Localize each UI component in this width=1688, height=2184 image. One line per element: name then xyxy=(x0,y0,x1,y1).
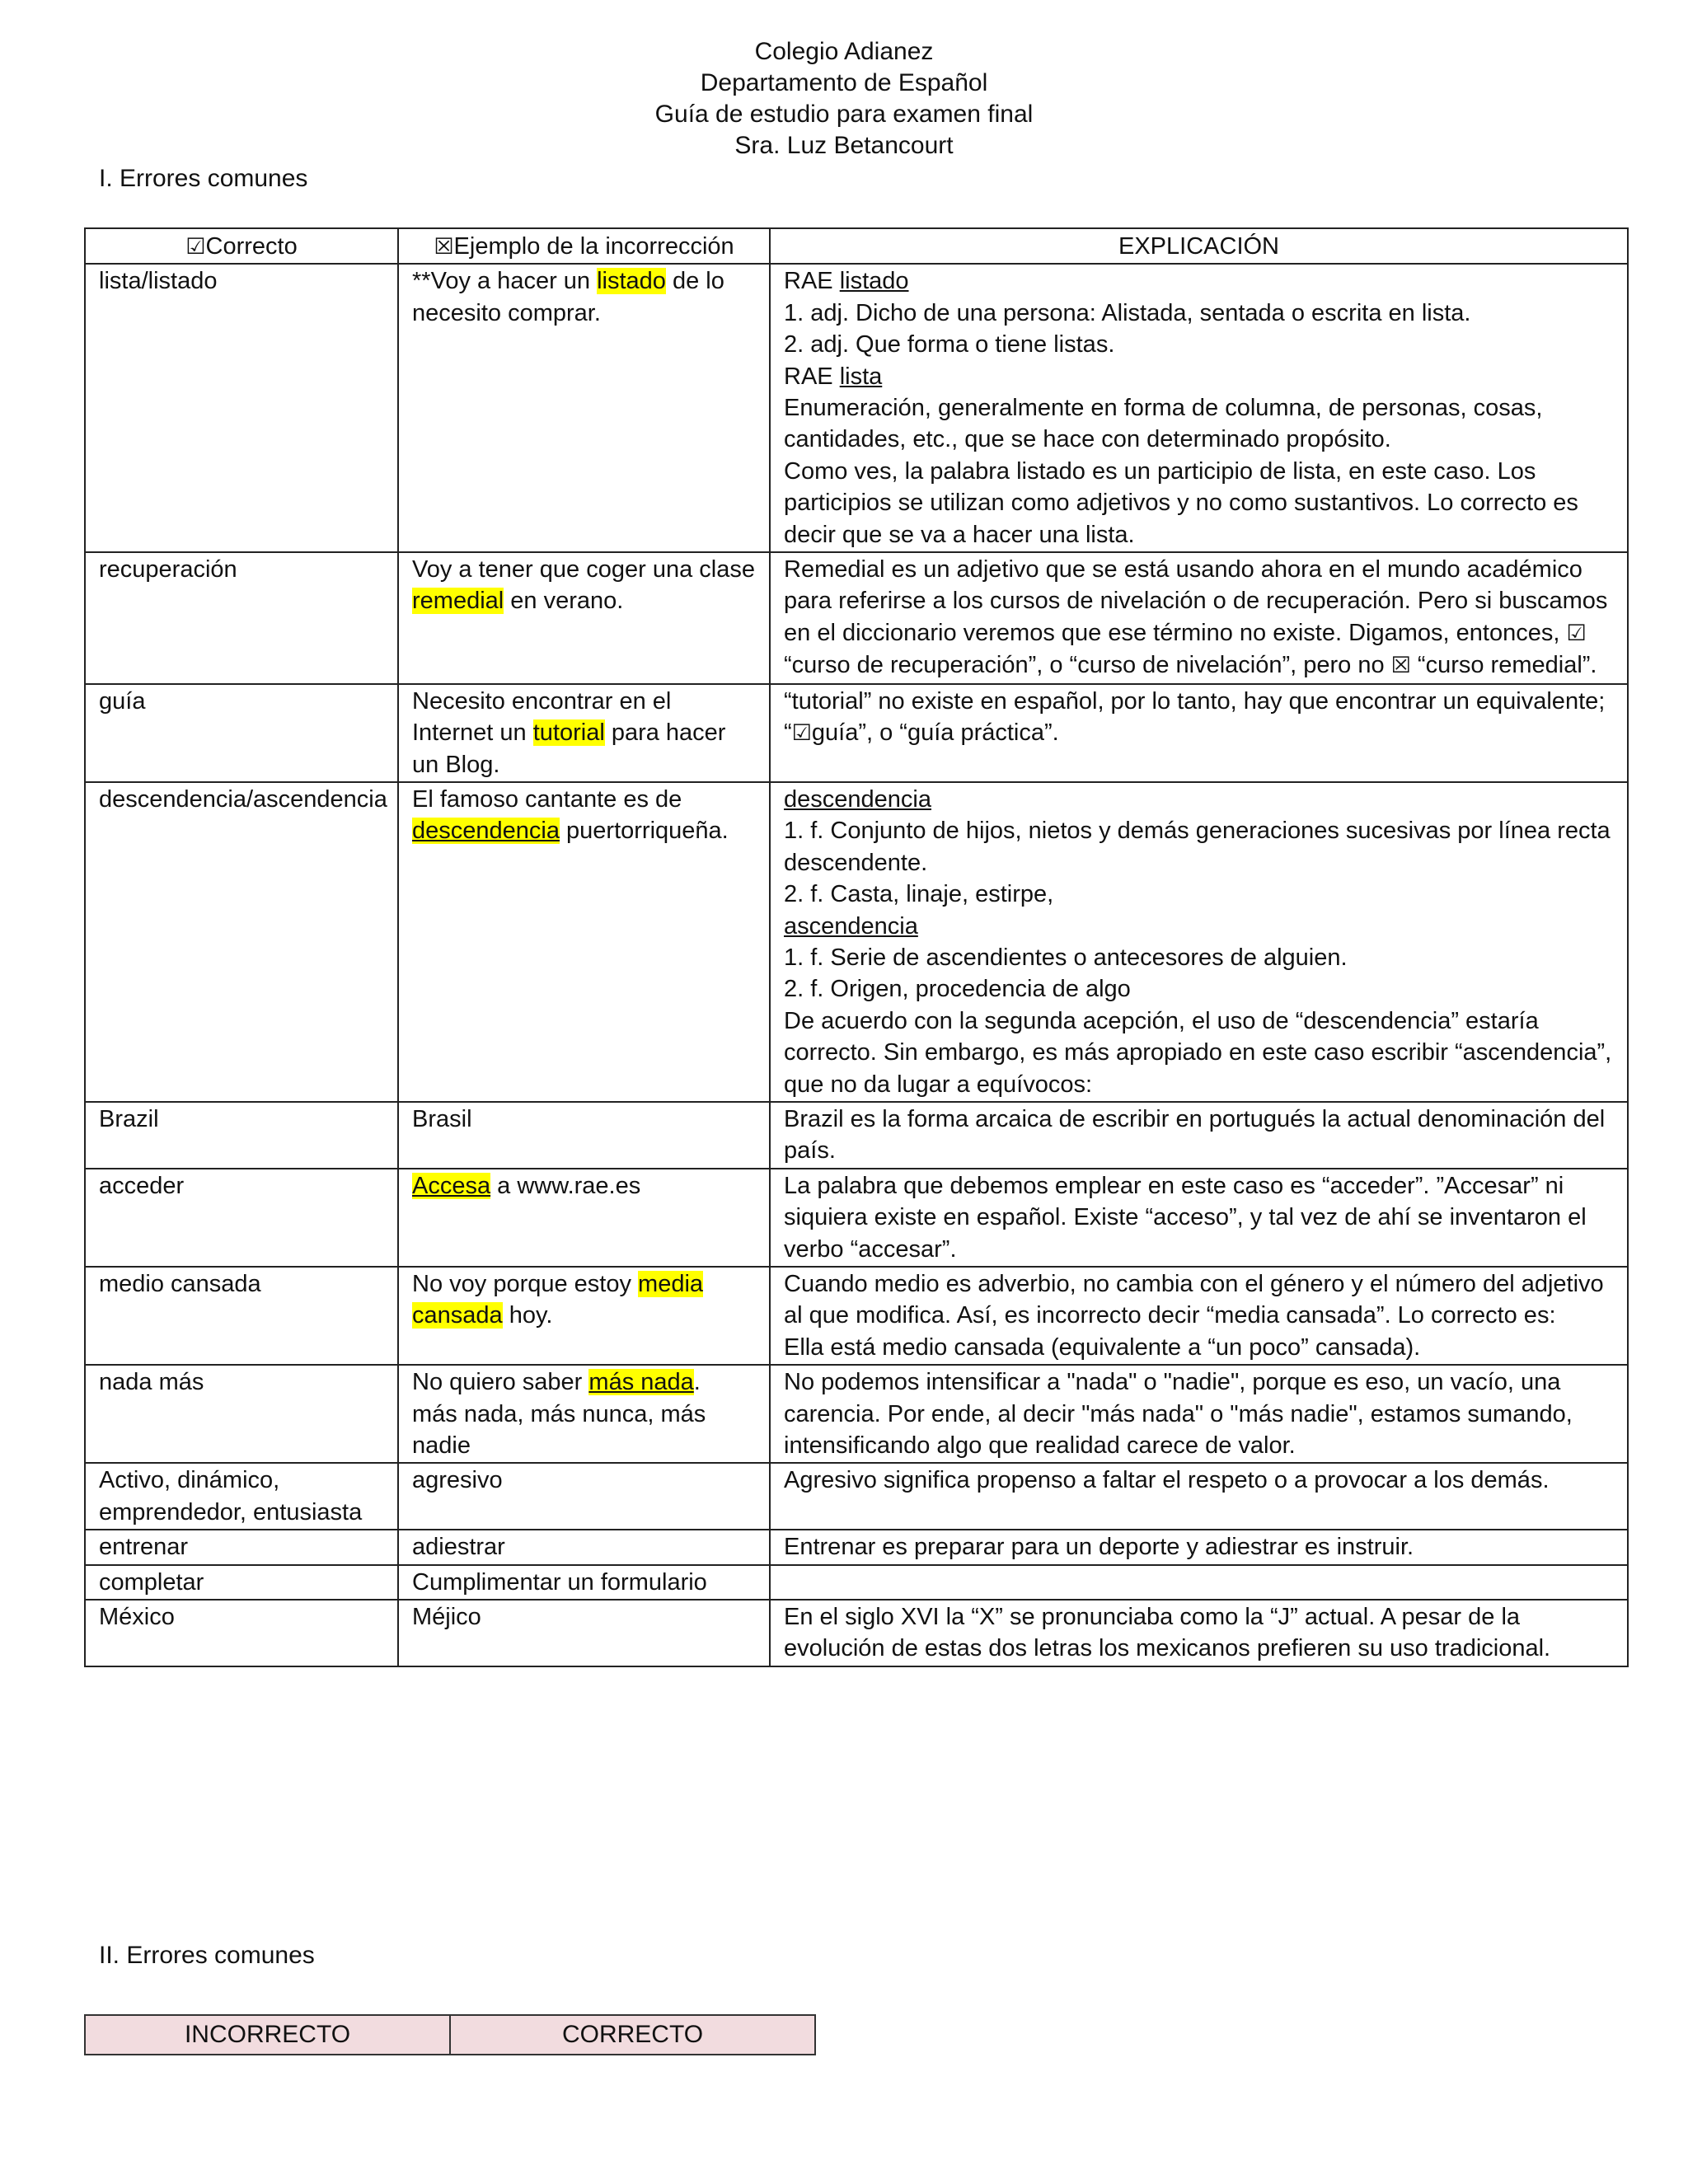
table-row xyxy=(85,782,1628,1102)
column-header-correct: ☑Correcto xyxy=(85,228,398,264)
example-cell: Méjico xyxy=(398,1600,770,1666)
explanation-cell: Agresivo significa propenso a faltar el respeto o a provocar a los demás. xyxy=(770,1463,1628,1530)
correct-cell: completar xyxy=(85,1565,398,1600)
highlighted-error: media cansada xyxy=(412,1271,704,1329)
incorrect-correct-table xyxy=(84,2014,816,2055)
checked-box-icon: ☑ xyxy=(1566,620,1587,646)
correct-cell: acceder xyxy=(85,1169,398,1267)
correct-cell: descendencia/ascendencia xyxy=(85,782,398,1102)
correct-cell: nada más xyxy=(85,1365,398,1463)
correct-cell: lista/listado xyxy=(85,264,398,552)
checked-box-icon: ☑ xyxy=(185,234,206,260)
document-header xyxy=(0,36,1688,162)
correct-cell: guía xyxy=(85,684,398,782)
correct-cell: medio cansada xyxy=(85,1267,398,1365)
example-cell: Accesa a www.rae.es xyxy=(398,1169,770,1267)
explanation-cell: Entrenar es preparar para un deporte y adiestrar es instruir. xyxy=(770,1530,1628,1564)
table-header-row xyxy=(85,2015,815,2055)
explanation-cell: No podemos intensificar a "nada" o "nadie", porque es eso, un vacío, una carencia. Por ende, al decir "más nada" o "más nadie", estamos sumando, intensificando algo que realidad carece de valor. xyxy=(770,1365,1628,1463)
table-row xyxy=(85,552,1628,684)
example-cell: adiestrar xyxy=(398,1530,770,1564)
department-name: Departamento de Español xyxy=(700,69,988,96)
explanation-cell: “tutorial” no existe en español, por lo tanto, hay que encontrar un equivalente; “☑guía”, o “guía práctica”. xyxy=(770,684,1628,782)
table-row xyxy=(85,1565,1628,1600)
explanation-cell: Remedial es un adjetivo que se está usando ahora en el mundo académico para referirse a los cursos de nivelación o de recuperación. Pero si buscamos en el diccionario veremos que ese término no existe. Digamos, entonces, ☑ “curso de recuperación”, o “curso de nivelación”, pero no ☒ “curso remedial”. xyxy=(770,552,1628,684)
school-name: Colegio Adianez xyxy=(754,38,934,65)
example-cell: No voy porque estoy media cansada hoy. xyxy=(398,1267,770,1365)
table-row xyxy=(85,1463,1628,1530)
rae-term-lista: lista xyxy=(839,363,883,390)
section-1-title: I. Errores comunes xyxy=(99,165,308,192)
term-ascendencia: ascendencia xyxy=(784,912,918,940)
example-cell: agresivo xyxy=(398,1463,770,1530)
highlighted-error: tutorial xyxy=(532,719,605,747)
table-row xyxy=(85,1267,1628,1365)
crossed-box-icon: ☒ xyxy=(1390,653,1411,679)
example-cell: El famoso cantante es de descendencia puertorriqueña. xyxy=(398,782,770,1102)
example-cell: No quiero saber más nada. más nada, más nunca, más nadie xyxy=(398,1365,770,1463)
table-header-row xyxy=(85,228,1628,264)
table-row xyxy=(85,264,1628,552)
explanation-cell: Cuando medio es adverbio, no cambia con el género y el número del adjetivo al que modifica. Así, es incorrecto decir “media cansada”. Lo correcto es: Ella está medio cansada (equivalente a “un poco” cansada). xyxy=(770,1267,1628,1365)
explanation-cell: RAE listado 1. adj. Dicho de una persona: Alistada, sentada o escrita en lista. 2. adj. Que forma o tiene listas. RAE lista Enumeración, generalmente en forma de columna, de personas, cosas, cantidades, etc., que se hace con determinado propósito. Como ves, la palabra listado es un participio de lista, en este caso. Los participios se utilizan como adjetivos y no como sustantivos. Lo correcto es decir que se va a hacer una lista. xyxy=(770,264,1628,552)
highlighted-error: remedial xyxy=(412,588,504,615)
explanation-cell xyxy=(770,1565,1628,1600)
highlighted-error: listado xyxy=(597,268,666,295)
term-descendencia: descendencia xyxy=(784,785,931,813)
highlighted-error: descendencia xyxy=(412,818,560,845)
common-errors-table xyxy=(84,227,1629,1667)
rae-term-listado: listado xyxy=(839,268,909,295)
explanation-cell: En el siglo XVI la “X” se pronunciaba como la “J” actual. A pesar de la evolución de estas dos letras los mexicanos prefieren su uso tradicional. xyxy=(770,1600,1628,1666)
example-cell: Brasil xyxy=(398,1102,770,1169)
table-row xyxy=(85,684,1628,782)
highlighted-error: más nada xyxy=(588,1369,694,1396)
table-row xyxy=(85,1169,1628,1267)
section-2-title: II. Errores comunes xyxy=(99,1942,315,1969)
correct-cell: Activo, dinámico, emprendedor, entusiasta xyxy=(85,1463,398,1530)
explanation-cell: Brazil es la forma arcaica de escribir en portugués la actual denominación del país. xyxy=(770,1102,1628,1169)
example-cell: **Voy a hacer un listado de lo necesito comprar. xyxy=(398,264,770,552)
crossed-box-icon: ☒ xyxy=(434,234,454,260)
highlighted-error: Accesa xyxy=(412,1172,491,1199)
column-header-correct: CORRECTO xyxy=(450,2015,815,2055)
teacher-name: Sra. Luz Betancourt xyxy=(734,132,954,159)
example-cell: Voy a tener que coger una clase remedial en verano. xyxy=(398,552,770,684)
table-row xyxy=(85,1365,1628,1463)
table-row xyxy=(85,1102,1628,1169)
explanation-cell: descendencia 1. f. Conjunto de hijos, nietos y demás generaciones sucesivas por línea recta descendente. 2. f. Casta, linaje, estirpe, ascendencia 1. f. Serie de ascendientes o antecesores de alguien. 2. f. Origen, procedencia de algo De acuerdo con la segunda acepción, el uso de “descendencia” estaría correcto. Sin embargo, es más apropiado en este caso escribir “ascendencia”, que no da lugar a equívocos: xyxy=(770,782,1628,1102)
column-header-incorrect: INCORRECTO xyxy=(85,2015,450,2055)
example-cell: Cumplimentar un formulario xyxy=(398,1565,770,1600)
example-cell: Necesito encontrar en el Internet un tutorial para hacer un Blog. xyxy=(398,684,770,782)
table-row xyxy=(85,1600,1628,1666)
explanation-cell: La palabra que debemos emplear en este caso es “acceder”. ”Accesar” ni siquiera existe en español. Existe “acceso”, y tal vez de ahí se inventaron el verbo “accesar”. xyxy=(770,1169,1628,1267)
correct-cell: recuperación xyxy=(85,552,398,684)
column-header-explanation: EXPLICACIÓN xyxy=(770,228,1628,264)
correct-cell: México xyxy=(85,1600,398,1666)
correct-cell: entrenar xyxy=(85,1530,398,1564)
column-header-wrong-example: ☒Ejemplo de la incorrección xyxy=(398,228,770,264)
checked-box-icon: ☑ xyxy=(791,720,812,747)
table-row xyxy=(85,1530,1628,1564)
guide-title: Guía de estudio para examen final xyxy=(654,101,1034,128)
correct-cell: Brazil xyxy=(85,1102,398,1169)
